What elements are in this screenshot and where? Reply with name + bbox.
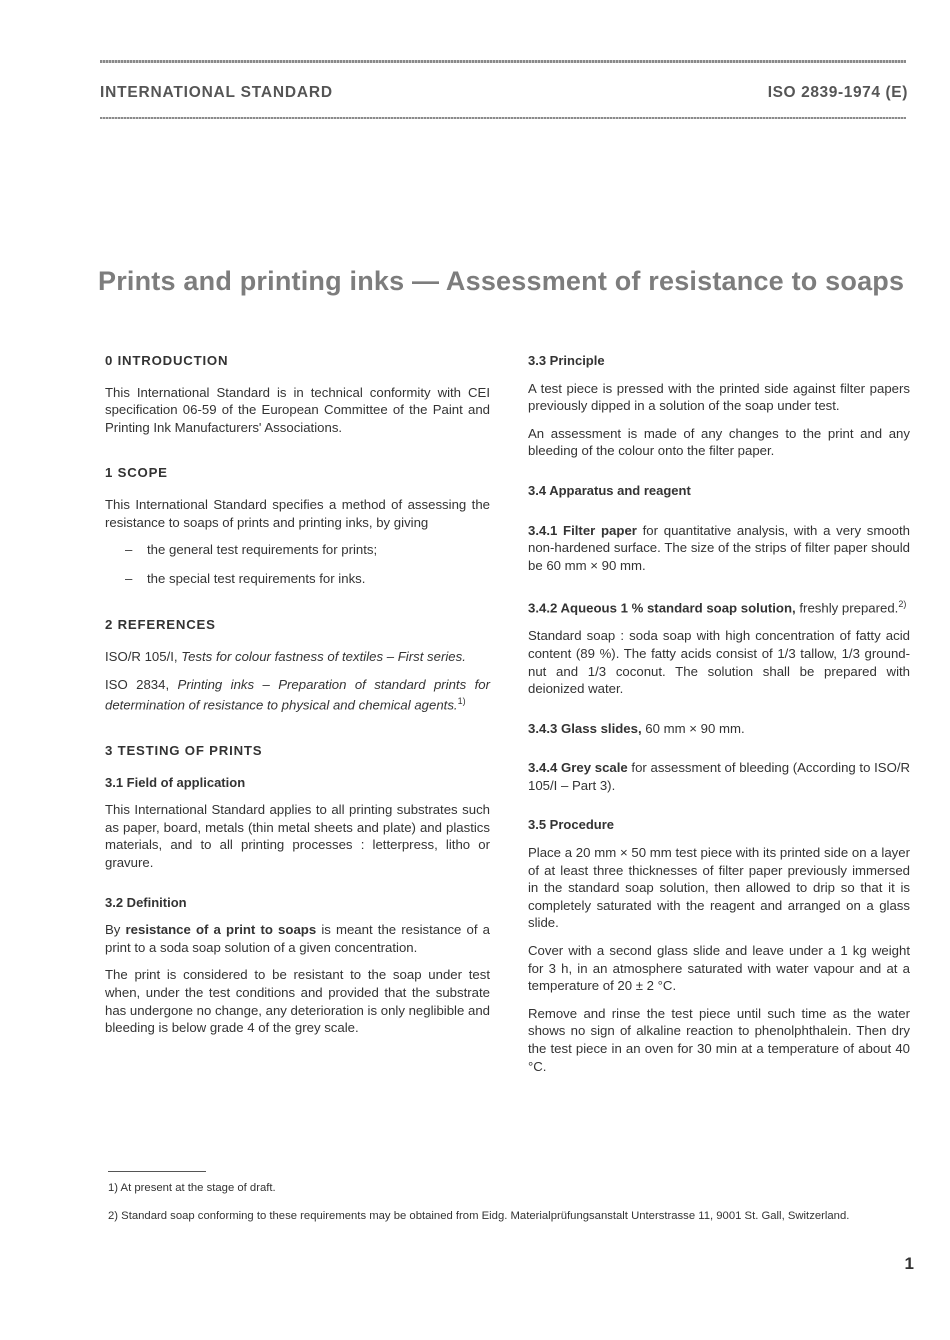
section-1-paragraph: This International Standard specifies a method of assessing the resistance to soaps of prints and printing inks, by giving (105, 496, 490, 530)
section-0-heading: 0 INTRODUCTION (105, 353, 229, 368)
header-standard-label: INTERNATIONAL STANDARD (100, 84, 333, 101)
section-3-5-paragraph: Place a 20 mm × 50 mm test piece with its printed side on a layer of at least three thicknesses of filter paper previously immersed in the standard soap solution, then allowed to drip so that it is completely saturated with the reagent and arranged on a glass slide. (528, 845, 910, 931)
section-3-2-paragraph: By resistance of a print to soaps is meant the resistance of a print to a soda soap solution of a given concentration. (105, 922, 490, 955)
section-2-heading: 2 REFERENCES (105, 617, 216, 633)
section-1-heading: 1 SCOPE (105, 465, 168, 481)
header-top-rule (100, 60, 906, 63)
section-3-5-paragraph: Remove and rinse the test piece until such time as the water shows no sign of alkaline reaction to phenolphthalein. Then dry the test piece in an oven for 30 min at a temperature of about 40 °C. (528, 1005, 910, 1074)
document-title: Prints and printing inks — Assessment of resistance to soaps (98, 266, 905, 296)
left-column (105, 352, 490, 1047)
section-3-2-heading: 3.2 Definition (105, 894, 187, 910)
section-3-4-1-paragraph: 3.4.1 Filter paper for quantitative analysis, with a very smooth non-hardened surface. The size of the strips of filter paper should be 60 mm × 90 mm. (528, 522, 911, 573)
section-3-4-2-paragraph: 3.4.2 Aqueous 1 % standard soap solution, freshly prepared.$^{2)}$ (528, 599, 907, 616)
section-0-paragraph: This International Standard is in technical conformity with CEI specification 06-59 of the European Committee of the Paint and Printing Ink Manufacturers' Associations. (105, 384, 490, 435)
right-column (528, 352, 910, 1085)
section-3-3-paragraph: A test piece is pressed with the printed side against filter papers previously dipped in a solution of the soap under test. (528, 380, 910, 414)
header-bottom-rule (100, 117, 906, 119)
section-3-5-heading: 3.5 Procedure (528, 817, 614, 833)
section-3-3-heading: 3.3 Principle (528, 353, 605, 368)
page-number: 1 (904, 1254, 914, 1273)
section-3-4-heading: 3.4 Apparatus and reagent (528, 482, 691, 498)
section-3-3-paragraph: An assessment is made of any changes to the print and any bleeding of the colour onto the filter paper. (528, 425, 910, 459)
scope-list-item: – the special test requirements for inks. (125, 570, 366, 586)
section-3-5-paragraph: Cover with a second glass slide and leave under a 1 kg weight for 3 h, in an atmosphere saturated with water vapour and at a temperature of 20 ± 2 °C. (528, 943, 910, 994)
section-3-4-4-paragraph: 3.4.4 Grey scale for assessment of bleeding (According to ISO/R 105/I – Part 3). (528, 760, 911, 793)
reference-item: ISO/R 105/I, Tests for colour fastness of textiles – First series. (105, 648, 466, 664)
header-standard-number: ISO 2839-1974 (E) (767, 84, 908, 101)
section-3-heading: 3 TESTING OF PRINTS (105, 743, 263, 759)
section-3-2-paragraph: The print is considered to be resistant to the soap under test when, under the test conditions and provided that the substrate has undergone no change, any deterioration is only neglibible and bleeding is below grade 4 of the grey scale. (105, 967, 490, 1036)
section-3-1-paragraph: This International Standard applies to all printing substrates such as paper, board, metals (thin metal sheets and plate) and plastics materials, and to all printing processes : letterpress, litho or gravure. (105, 802, 490, 871)
section-3-4-3-paragraph: 3.4.3 Glass slides, 60 mm × 90 mm. (528, 720, 745, 736)
footnote-2: 2) Standard soap conforming to these requirements may be obtained from Eidg. Materialprüfungsanstalt Unterstrasse 11, 9001 St. Gall, Switzerland. (108, 1210, 850, 1222)
section-3-4-2-detail: Standard soap : soda soap with high concentration of fatty acid content (89 %). The fatty acids consist of 1/3 tallow, 1/3 ground-nut and 1/3 coconut. The solution shall be prepared with deionized water. (528, 628, 910, 697)
section-3-1-heading: 3.1 Field of application (105, 774, 246, 790)
footnote-separator (108, 1171, 206, 1172)
scope-list-item: – the general test requirements for prints; (125, 542, 378, 558)
reference-item: ISO 2834, Printing inks – Preparation of standard prints for determination of resistance to physical and chemical agents.$^{1)}$ (105, 676, 490, 713)
footnote-1: 1) At present at the stage of draft. (108, 1182, 276, 1194)
